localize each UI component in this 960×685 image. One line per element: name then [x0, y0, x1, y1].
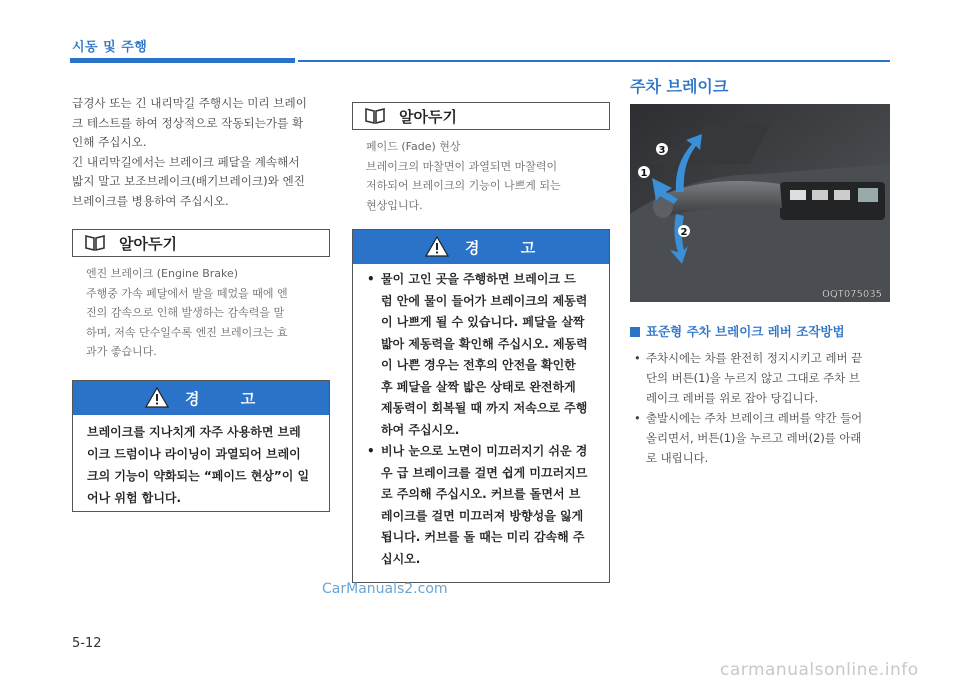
- note-line: 현상입니다.: [366, 198, 423, 212]
- warning-line: 이크 드럼이나 라이닝이 과열되어 브레이: [87, 447, 301, 461]
- photo-caption: OQT075035: [821, 289, 882, 300]
- subsection-title: 표준형 주차 브레이크 레버 조작방법: [646, 324, 845, 339]
- note-line: 하며, 저속 단수일수록 엔진 브레이크는 효: [86, 325, 288, 339]
- list-line: 로 내립니다.: [646, 451, 709, 465]
- callout-1: 1: [640, 168, 648, 179]
- section-title: 주차 브레이크: [630, 77, 729, 96]
- callout-2: 2: [680, 227, 688, 238]
- subsection-heading: [630, 322, 845, 340]
- warning-line: 이 나쁜 경우는 전후의 안전을 확인한: [381, 358, 576, 372]
- warning-line: 럼 안에 물이 들어가 브레이크의 제동력: [381, 293, 588, 308]
- intro-line: 밟지 말고 보조브레이크(배기브레이크)와 엔진: [72, 174, 305, 188]
- warning-header: [353, 230, 609, 264]
- warning-box: [72, 380, 330, 512]
- intro-line: 인해 주십시오.: [72, 135, 147, 149]
- note-body: [86, 264, 326, 362]
- warning-triangle-icon: [145, 387, 169, 408]
- warning-line: 어나 위험 합니다.: [87, 491, 182, 505]
- warning-line: 됩니다. 커브를 돌 때는 미리 감속해 주: [381, 530, 585, 544]
- note-line: 주행중 가속 페달에서 발을 떼었을 때에 엔: [86, 286, 288, 300]
- note-line: 진의 감속으로 인해 발생하는 감속력을 말: [86, 306, 285, 319]
- warning-line: 크의 기능이 약화되는 “페이드 현상”이 일: [87, 469, 310, 483]
- list-line: • 주차시에는 차를 완전히 정지시키고 레버 끝: [646, 351, 863, 365]
- callout-3: 3: [658, 145, 666, 156]
- warning-item: [367, 269, 595, 441]
- square-bullet-icon: [630, 327, 640, 337]
- parking-brake-illustration: [630, 104, 890, 302]
- list-item: [632, 348, 892, 408]
- intro-line: 브레이크를 병용하여 주십시오.: [72, 193, 229, 208]
- instruction-list: [632, 348, 892, 468]
- warning-line: 브레이크를 지나치게 자주 사용하면 브레: [87, 425, 301, 439]
- warning-triangle-icon: [425, 236, 449, 257]
- watermark-link[interactable]: CarManuals2.com: [322, 581, 448, 597]
- note-line: 브레이크의 마찰면이 과열되면 마찰력이: [366, 159, 558, 173]
- warning-line: 레이크를 걸면 미끄러져 방향성을 잃게: [381, 508, 584, 523]
- note-title: 알아두기: [119, 235, 177, 253]
- watermark-text: carmanualsonline.info: [720, 660, 919, 680]
- note-line: 엔진 브레이크 (Engine Brake): [86, 267, 239, 280]
- header-rule: [298, 60, 890, 62]
- warning-body: [73, 415, 329, 517]
- warning-line: • 비나 눈으로 노면이 미끄러지기 쉬운 경: [381, 444, 588, 458]
- note-box-header: [352, 102, 610, 130]
- list-line: 올리면서, 버튼(1)을 누르고 레버(2)를 아래: [646, 431, 862, 445]
- warning-box: [352, 229, 610, 583]
- warning-item: [367, 441, 595, 570]
- intro-paragraph: [72, 94, 330, 211]
- intro-line: 급경사 또는 긴 내리막길 주행시는 미리 브레이: [72, 96, 307, 110]
- list-line: 단의 버튼(1)을 누르지 않고 그대로 주차 브: [646, 371, 860, 385]
- intro-line: 크 테스트를 하여 정상적으로 작동되는가를 확: [72, 115, 304, 130]
- warning-title: 경 고: [465, 239, 554, 257]
- note-body: [366, 137, 606, 215]
- intro-line: 긴 내리막길에서는 브레이크 페달을 계속해서: [72, 154, 300, 169]
- warning-line: 하여 주십시오.: [381, 422, 460, 437]
- warning-line: 밟아 제동력을 확인해 주십시오. 제동력: [381, 336, 588, 351]
- note-box-header: [72, 229, 330, 257]
- warning-line: 십시오.: [381, 551, 421, 566]
- list-line: • 출발시에는 주차 브레이크 레버를 약간 들어: [646, 411, 863, 425]
- warning-line: 이 나쁘게 될 수 있습니다. 페달을 살짝: [381, 315, 585, 329]
- section-header-title: 시동 및 주행: [72, 40, 148, 55]
- warning-line: 후 페달을 살짝 밟은 상태로 완전하게: [381, 379, 576, 394]
- page-number: 5-12: [72, 636, 102, 651]
- note-line: 페이드 (Fade) 현상: [366, 140, 461, 153]
- warning-line: 로 주의해 주십시오. 커브를 돌면서 브: [381, 487, 581, 501]
- warning-line: 제동력이 회복될 때 까지 저속으로 주행: [381, 401, 588, 415]
- list-line: 레이크 레버를 위로 잡아 당깁니다.: [646, 391, 819, 405]
- parking-brake-photo: [630, 104, 890, 302]
- list-item: [632, 408, 892, 468]
- warning-line: 우 급 브레이크를 걸면 쉽게 미끄러지므: [381, 465, 588, 480]
- warning-body: [353, 264, 609, 578]
- warning-line: • 물이 고인 곳을 주행하면 브레이크 드: [381, 272, 576, 286]
- note-title: 알아두기: [399, 108, 457, 126]
- book-icon: [365, 107, 385, 125]
- warning-title: 경 고: [185, 390, 274, 408]
- book-icon: [85, 234, 105, 252]
- warning-header: [73, 381, 329, 415]
- note-line: 저하되어 브레이크의 기능이 나쁘게 되는: [366, 179, 561, 192]
- header-rule-accent: [70, 58, 295, 63]
- note-line: 과가 좋습니다.: [86, 345, 157, 358]
